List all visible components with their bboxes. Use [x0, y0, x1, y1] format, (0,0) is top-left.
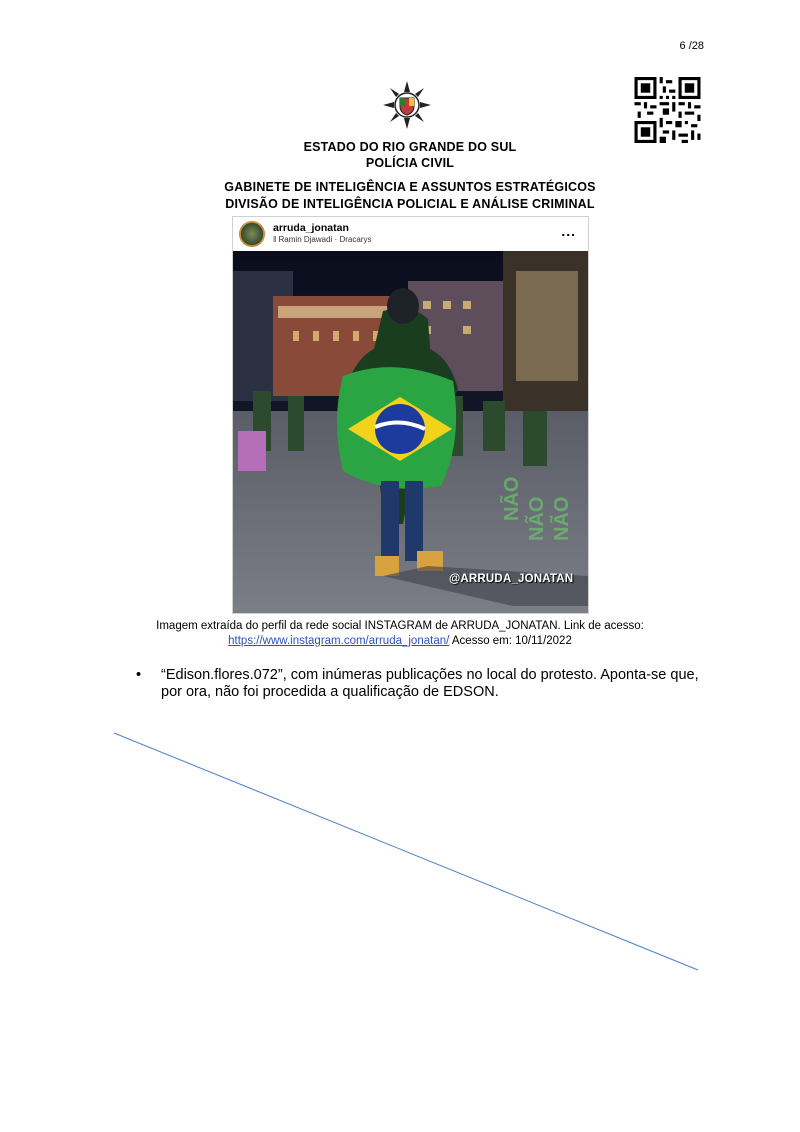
instagram-link[interactable]: https://www.instagram.com/arruda_jonatan/ — [228, 635, 450, 647]
post-watermark-handle: @ARRUDA_JONATAN — [449, 573, 574, 585]
post-audio: ‖ Ramin Djawadi · Dracarys — [273, 235, 372, 244]
header-state: ESTADO DO RIO GRANDE DO SUL — [303, 140, 517, 154]
image-caption: Imagem extraída do perfil da rede social INSTAGRAM de ARRUDA_JONATAN. Link de acesso: — [156, 620, 644, 632]
post-username[interactable]: arruda_jonatan — [273, 222, 349, 234]
bullet-text: “Edison.flores.072”, com inúmeras publicações no local do protesto. Aponta-se que, por ora, não foi procedida a qualificação de EDSON. — [161, 667, 699, 700]
bullet-marker: • — [136, 667, 142, 683]
svg-text:NÃO: NÃO — [526, 496, 548, 541]
access-date: Acesso em: 10/11/2022 — [449, 635, 572, 647]
svg-text:NÃO: NÃO — [501, 476, 523, 521]
more-options-button[interactable]: ... — [561, 223, 576, 239]
music-bars-icon: ‖ — [273, 235, 279, 244]
svg-text:NÃO: NÃO — [551, 496, 573, 541]
page-number: 6 /28 — [679, 40, 704, 52]
header-division: DIVISÃO DE INTELIGÊNCIA POLICIAL E ANÁLISE CRIMINAL — [225, 197, 595, 211]
header-police: POLÍCIA CIVIL — [365, 156, 455, 170]
header-cabinet: GABINETE DE INTELIGÊNCIA E ASSUNTOS ESTRATÉGICOS — [224, 180, 596, 194]
